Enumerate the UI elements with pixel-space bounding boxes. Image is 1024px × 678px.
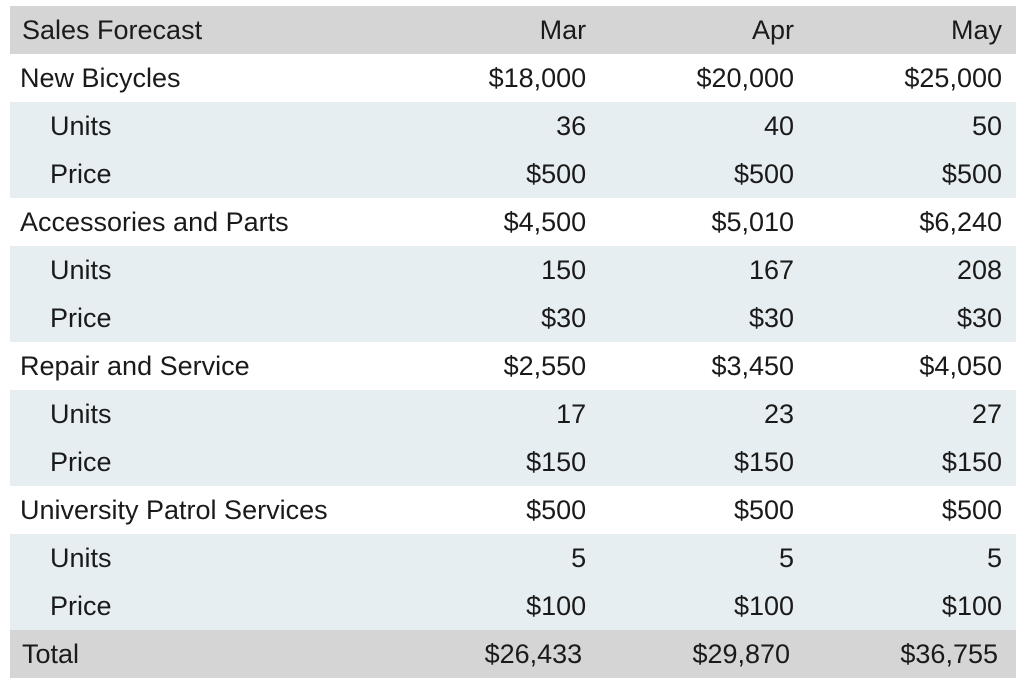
- table-row: [10, 486, 1016, 534]
- cell-new-bicycles-apr: $20,000: [600, 54, 808, 102]
- cell-repair-units-apr: 23: [600, 390, 808, 438]
- row-label-new-bicycles-price: Price: [10, 150, 392, 198]
- table-row: [10, 54, 1016, 102]
- table-row: [10, 582, 1016, 630]
- sales-forecast-table: [10, 6, 1016, 678]
- cell-repair-apr: $3,450: [600, 342, 808, 390]
- row-label-accessories-price: Price: [10, 294, 392, 342]
- cell-repair-may: $4,050: [808, 342, 1016, 390]
- cell-patrol-price-mar: $100: [392, 582, 600, 630]
- cell-accessories-units-mar: 150: [392, 246, 600, 294]
- row-label-repair-price: Price: [10, 438, 392, 486]
- row-label-accessories-units: Units: [10, 246, 392, 294]
- row-label-repair-and-service: Repair and Service: [10, 342, 392, 390]
- cell-patrol-may: $500: [808, 486, 1016, 534]
- cell-new-bicycles-units-mar: 36: [392, 102, 600, 150]
- table-row: [10, 294, 1016, 342]
- table-title: Sales Forecast: [10, 6, 392, 54]
- row-label-university-patrol-services: University Patrol Services: [10, 486, 392, 534]
- table-total-row: [10, 630, 1016, 678]
- column-header-apr: Apr: [600, 6, 808, 54]
- cell-repair-units-may: 27: [808, 390, 1016, 438]
- cell-patrol-units-apr: 5: [600, 534, 808, 582]
- column-header-may: May: [808, 6, 1016, 54]
- cell-patrol-units-may: 5: [808, 534, 1016, 582]
- table-row: [10, 342, 1016, 390]
- cell-repair-price-may: $150: [808, 438, 1016, 486]
- table-row: [10, 102, 1016, 150]
- table-row: [10, 390, 1016, 438]
- row-label-repair-units: Units: [10, 390, 392, 438]
- row-label-new-bicycles: New Bicycles: [10, 54, 392, 102]
- cell-total-may: $36,755: [808, 630, 1016, 678]
- table-row: [10, 534, 1016, 582]
- row-label-patrol-price: Price: [10, 582, 392, 630]
- table-header-row: [10, 6, 1016, 54]
- cell-new-bicycles-units-may: 50: [808, 102, 1016, 150]
- table-row: [10, 438, 1016, 486]
- cell-total-apr: $29,870: [600, 630, 808, 678]
- table-row: [10, 246, 1016, 294]
- cell-total-mar: $26,433: [392, 630, 600, 678]
- cell-accessories-apr: $5,010: [600, 198, 808, 246]
- table-row: [10, 198, 1016, 246]
- cell-accessories-price-may: $30: [808, 294, 1016, 342]
- cell-patrol-apr: $500: [600, 486, 808, 534]
- column-header-mar: Mar: [392, 6, 600, 54]
- cell-patrol-mar: $500: [392, 486, 600, 534]
- cell-new-bicycles-may: $25,000: [808, 54, 1016, 102]
- table-row: [10, 150, 1016, 198]
- cell-new-bicycles-mar: $18,000: [392, 54, 600, 102]
- cell-repair-mar: $2,550: [392, 342, 600, 390]
- cell-new-bicycles-units-apr: 40: [600, 102, 808, 150]
- cell-accessories-may: $6,240: [808, 198, 1016, 246]
- row-label-accessories-and-parts: Accessories and Parts: [10, 198, 392, 246]
- cell-repair-price-apr: $150: [600, 438, 808, 486]
- cell-new-bicycles-price-apr: $500: [600, 150, 808, 198]
- row-label-total: Total: [10, 630, 392, 678]
- cell-accessories-mar: $4,500: [392, 198, 600, 246]
- row-label-new-bicycles-units: Units: [10, 102, 392, 150]
- cell-repair-units-mar: 17: [392, 390, 600, 438]
- cell-new-bicycles-price-mar: $500: [392, 150, 600, 198]
- cell-accessories-units-apr: 167: [600, 246, 808, 294]
- cell-patrol-price-may: $100: [808, 582, 1016, 630]
- row-label-patrol-units: Units: [10, 534, 392, 582]
- cell-repair-price-mar: $150: [392, 438, 600, 486]
- cell-accessories-price-mar: $30: [392, 294, 600, 342]
- cell-accessories-price-apr: $30: [600, 294, 808, 342]
- cell-new-bicycles-price-may: $500: [808, 150, 1016, 198]
- cell-accessories-units-may: 208: [808, 246, 1016, 294]
- cell-patrol-units-mar: 5: [392, 534, 600, 582]
- cell-patrol-price-apr: $100: [600, 582, 808, 630]
